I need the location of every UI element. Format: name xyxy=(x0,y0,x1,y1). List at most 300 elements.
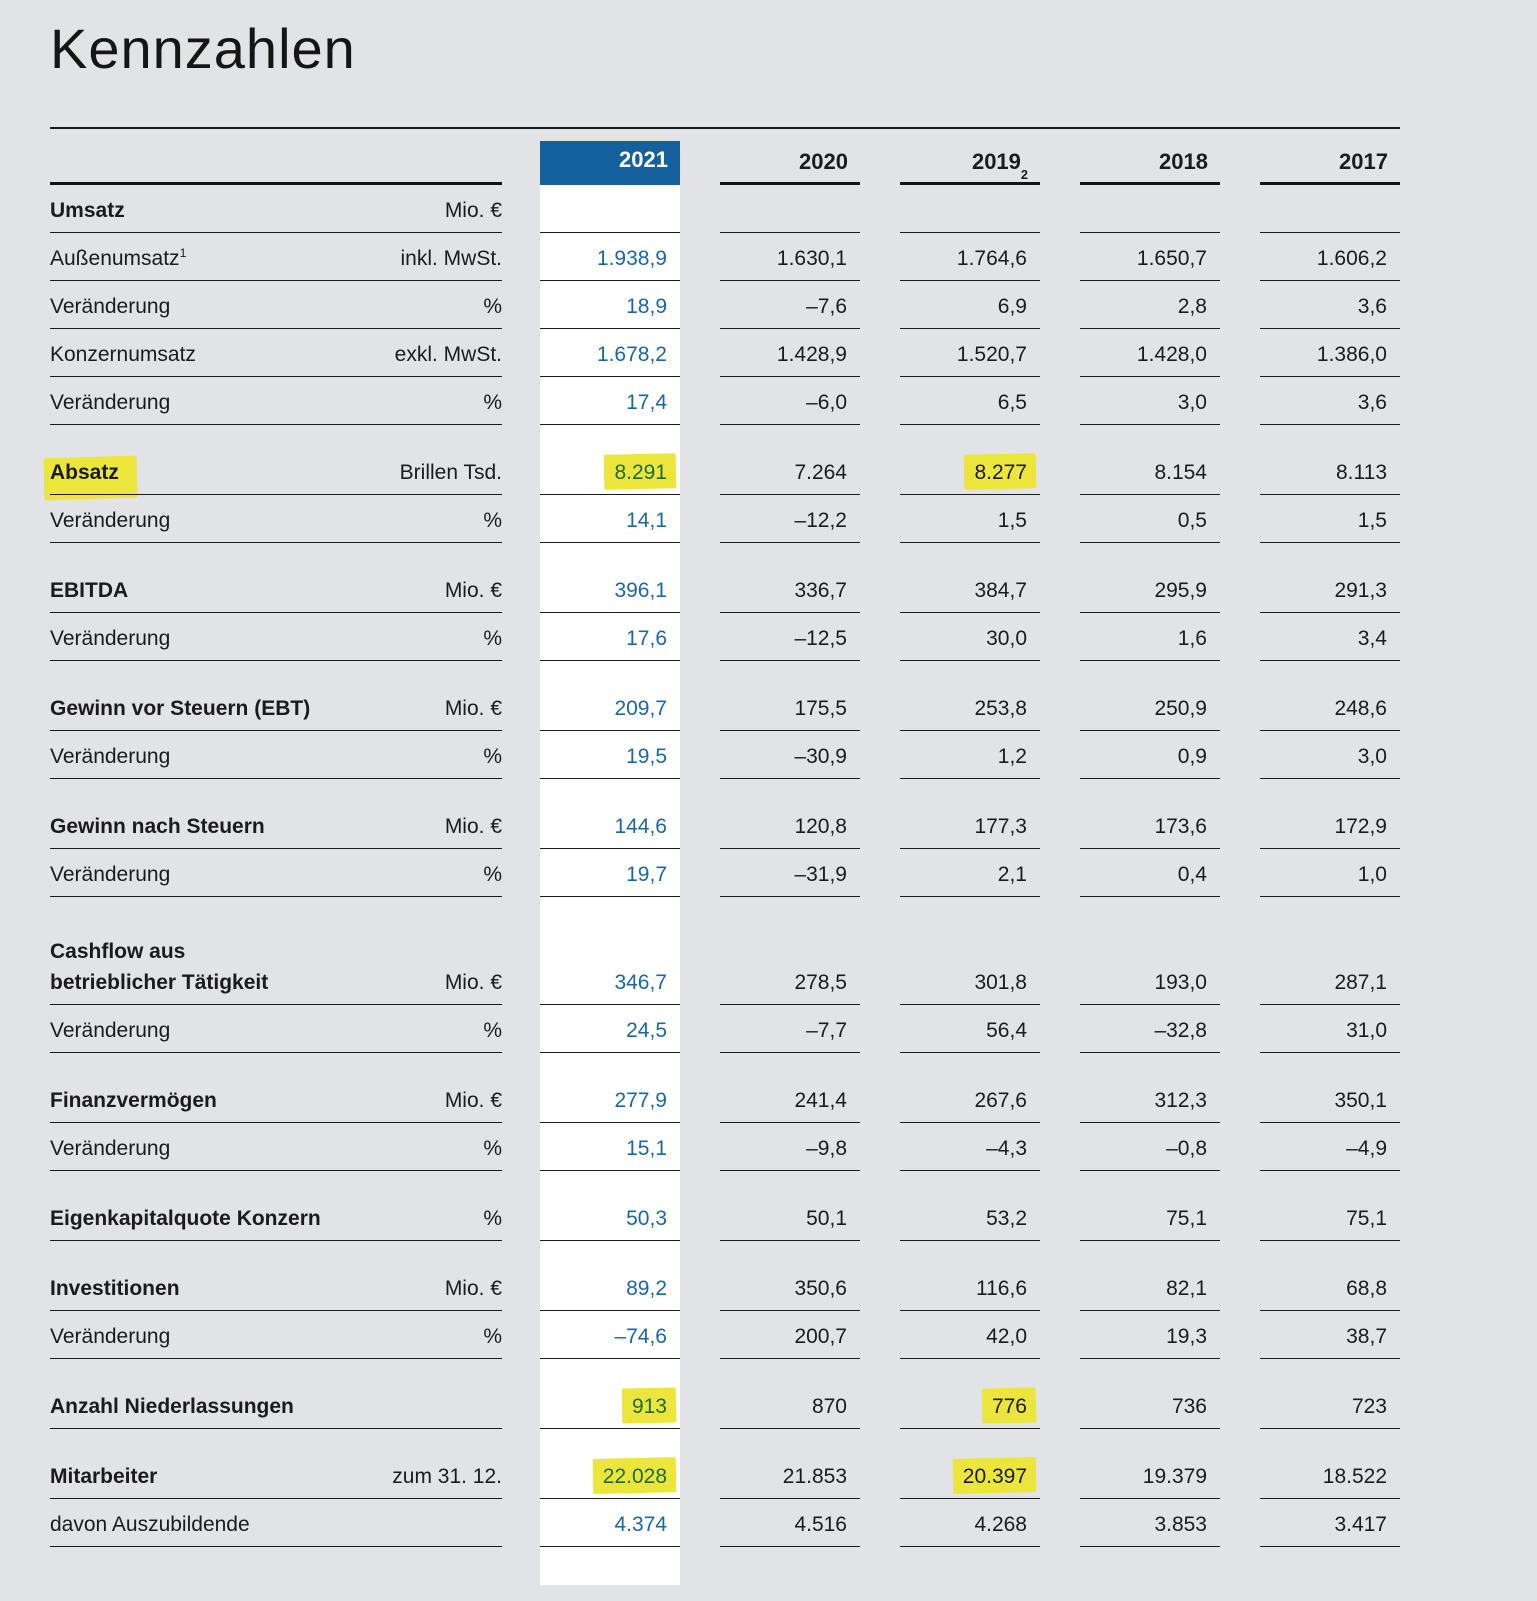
value-2019 xyxy=(900,613,1040,661)
cell-value: 870 xyxy=(811,1395,847,1418)
cell-value: 75,1 xyxy=(1346,1207,1387,1230)
cell-value: 53,2 xyxy=(986,1207,1027,1230)
cell-value: 8.291 xyxy=(614,461,667,484)
row-label-cell xyxy=(50,377,502,425)
cell-value: 4.374 xyxy=(614,1513,667,1536)
value-2018 xyxy=(1080,849,1220,897)
value-2018 xyxy=(1080,919,1220,1005)
cell-value: 1.520,7 xyxy=(956,343,1027,366)
value-2021 xyxy=(540,1193,680,1241)
column-gap xyxy=(860,1381,900,1429)
value-2017 xyxy=(1260,495,1400,543)
value-2018 xyxy=(1080,447,1220,495)
column-gap xyxy=(860,919,900,1005)
cell-value: 3,0 xyxy=(1357,745,1387,768)
cell-value: 291,3 xyxy=(1334,579,1387,602)
value-2021 xyxy=(540,1263,680,1311)
row-label-cell xyxy=(50,1005,502,1053)
cell-value: 3,6 xyxy=(1357,295,1387,318)
value-2021 xyxy=(540,919,680,1005)
value-2017 xyxy=(1260,233,1400,281)
column-gap xyxy=(502,683,540,731)
table-row xyxy=(50,683,1400,731)
cell-value: 15,1 xyxy=(626,1137,667,1160)
column-gap xyxy=(502,1193,540,1241)
cell-value: 18.522 xyxy=(1322,1465,1387,1488)
cell-value: 312,3 xyxy=(1154,1089,1207,1112)
column-gap xyxy=(1220,801,1260,849)
value-2020 xyxy=(720,1075,860,1123)
row-label: Absatz xyxy=(50,461,119,484)
section-gap xyxy=(50,1359,1400,1381)
value-2021 xyxy=(540,683,680,731)
value-2020 xyxy=(720,1381,860,1429)
cell-value: 75,1 xyxy=(1166,1207,1207,1230)
cell-value: –30,9 xyxy=(794,745,847,768)
row-label-cell xyxy=(50,1263,502,1311)
column-gap xyxy=(1040,377,1080,425)
cell-value: 3.853 xyxy=(1154,1513,1207,1536)
section-gap xyxy=(50,1171,1400,1193)
value-2021 xyxy=(540,1123,680,1171)
row-label-cell xyxy=(50,801,502,849)
row-label: Finanzvermögen xyxy=(50,1089,217,1112)
value-2017 xyxy=(1260,1075,1400,1123)
column-gap xyxy=(502,1381,540,1429)
table-row xyxy=(50,849,1400,897)
column-gap xyxy=(860,447,900,495)
cell-value: 173,6 xyxy=(1154,815,1207,838)
row-unit: Mio. € xyxy=(444,971,502,994)
cell-value: 82,1 xyxy=(1166,1277,1207,1300)
value-2017 xyxy=(1260,1193,1400,1241)
value-2019 xyxy=(900,683,1040,731)
table-row xyxy=(50,613,1400,661)
column-gap xyxy=(1220,1005,1260,1053)
column-gap xyxy=(680,1123,720,1171)
row-unit: % xyxy=(483,509,502,532)
cell-value: 1,5 xyxy=(997,509,1027,532)
cell-value: 2,8 xyxy=(1177,295,1207,318)
cell-value: 8.277 xyxy=(974,461,1027,484)
cell-value: –0,8 xyxy=(1166,1137,1207,1160)
value-2018 xyxy=(1080,1075,1220,1123)
cell-value: 267,6 xyxy=(974,1089,1027,1112)
row-label-cell xyxy=(50,185,502,233)
column-gap xyxy=(1040,233,1080,281)
column-gap xyxy=(680,233,720,281)
cell-value: 1.678,2 xyxy=(596,343,667,366)
row-label-cell xyxy=(50,1123,502,1171)
column-gap xyxy=(680,185,720,233)
table-row xyxy=(50,1499,1400,1547)
row-unit: zum 31. 12. xyxy=(392,1465,502,1488)
cell-value: –74,6 xyxy=(614,1325,667,1348)
value-2017 xyxy=(1260,377,1400,425)
value-2018 xyxy=(1080,613,1220,661)
row-label: Veränderung xyxy=(50,509,171,532)
column-gap xyxy=(502,919,540,1005)
column-header-2021 xyxy=(540,141,680,185)
column-gap xyxy=(1220,613,1260,661)
table-rows xyxy=(50,185,1400,1547)
cell-value: 1,2 xyxy=(997,745,1027,768)
row-label: Veränderung xyxy=(50,1325,171,1348)
column-gap xyxy=(1040,683,1080,731)
value-2017 xyxy=(1260,565,1400,613)
row-label-cell xyxy=(50,329,502,377)
row-unit: % xyxy=(483,1207,502,1230)
section-gap xyxy=(50,661,1400,683)
value-2018 xyxy=(1080,377,1220,425)
cell-value: 19,3 xyxy=(1166,1325,1207,1348)
row-unit: % xyxy=(483,1137,502,1160)
cell-value: 0,9 xyxy=(1177,745,1207,768)
row-unit: inkl. MwSt. xyxy=(400,247,502,270)
cell-value: 1,6 xyxy=(1177,627,1207,650)
column-gap xyxy=(1040,1075,1080,1123)
cell-value: 7.264 xyxy=(794,461,847,484)
cell-value: 1.428,9 xyxy=(776,343,847,366)
value-2019 xyxy=(900,1123,1040,1171)
cell-value: 723 xyxy=(1351,1395,1387,1418)
table-row xyxy=(50,1123,1400,1171)
value-2017 xyxy=(1260,1311,1400,1359)
column-gap xyxy=(1220,495,1260,543)
column-header-2018-label: 2018 xyxy=(1159,149,1208,174)
column-gap xyxy=(502,1499,540,1547)
column-gap xyxy=(680,1075,720,1123)
column-gap xyxy=(502,329,540,377)
column-gap xyxy=(1040,1123,1080,1171)
value-2018 xyxy=(1080,185,1220,233)
value-2019 xyxy=(900,731,1040,779)
value-2017 xyxy=(1260,1263,1400,1311)
column-gap xyxy=(860,1263,900,1311)
table-row xyxy=(50,233,1400,281)
column-gap xyxy=(502,281,540,329)
value-2018 xyxy=(1080,565,1220,613)
value-2017 xyxy=(1260,849,1400,897)
column-header-2017 xyxy=(1260,129,1400,185)
value-2020 xyxy=(720,1193,860,1241)
row-unit: % xyxy=(483,295,502,318)
table-row xyxy=(50,1075,1400,1123)
column-gap xyxy=(680,1193,720,1241)
value-2018 xyxy=(1080,1263,1220,1311)
cell-value: 1.606,2 xyxy=(1316,247,1387,270)
value-2019 xyxy=(900,447,1040,495)
cell-value: 253,8 xyxy=(974,697,1027,720)
row-label-cell xyxy=(50,731,502,779)
value-2019 xyxy=(900,1005,1040,1053)
value-2018 xyxy=(1080,1005,1220,1053)
row-unit: Mio. € xyxy=(444,579,502,602)
column-gap xyxy=(1040,731,1080,779)
row-label-cell xyxy=(50,1075,502,1123)
row-label: Veränderung xyxy=(50,295,171,318)
cell-value: 278,5 xyxy=(794,971,847,994)
row-label: Umsatz xyxy=(50,199,125,222)
cell-value: 384,7 xyxy=(974,579,1027,602)
column-gap xyxy=(1220,1075,1260,1123)
column-gap xyxy=(1040,495,1080,543)
table-row xyxy=(50,281,1400,329)
value-2021 xyxy=(540,801,680,849)
value-2021 xyxy=(540,1451,680,1499)
cell-value: 1,5 xyxy=(1357,509,1387,532)
cell-value: 1.938,9 xyxy=(596,247,667,270)
row-unit: Mio. € xyxy=(444,697,502,720)
column-gap xyxy=(1220,447,1260,495)
value-2017 xyxy=(1260,919,1400,1005)
value-2020 xyxy=(720,613,860,661)
value-2021 xyxy=(540,613,680,661)
value-2018 xyxy=(1080,1451,1220,1499)
cell-value: 31,0 xyxy=(1346,1019,1387,1042)
cell-value: 200,7 xyxy=(794,1325,847,1348)
section-gap xyxy=(50,543,1400,565)
row-unit: Brillen Tsd. xyxy=(399,461,502,484)
row-label-cell xyxy=(50,1451,502,1499)
cell-value: 56,4 xyxy=(986,1019,1027,1042)
value-2020 xyxy=(720,185,860,233)
cell-value: 913 xyxy=(631,1395,667,1418)
value-2017 xyxy=(1260,281,1400,329)
value-2018 xyxy=(1080,495,1220,543)
column-header-2019: 2019 2 xyxy=(900,129,1040,185)
value-2020 xyxy=(720,377,860,425)
table-row xyxy=(50,1381,1400,1429)
column-header-2019-label: 2019 xyxy=(971,149,1021,174)
column-gap xyxy=(680,683,720,731)
cell-value: 776 xyxy=(991,1395,1027,1418)
row-label: Investitionen xyxy=(50,1277,180,1300)
cell-value: 175,5 xyxy=(794,697,847,720)
cell-value: 177,3 xyxy=(974,815,1027,838)
column-gap xyxy=(502,801,540,849)
value-2020 xyxy=(720,1123,860,1171)
value-2021 xyxy=(540,1311,680,1359)
value-2020 xyxy=(720,447,860,495)
column-gap xyxy=(1220,281,1260,329)
column-gap xyxy=(680,1263,720,1311)
key-figures-table xyxy=(50,127,1400,1585)
table-row xyxy=(50,185,1400,233)
value-2017 xyxy=(1260,683,1400,731)
row-label-cell xyxy=(50,683,502,731)
column-gap xyxy=(1040,281,1080,329)
value-2021 xyxy=(540,1075,680,1123)
column-gap xyxy=(860,185,900,233)
value-2021 xyxy=(540,447,680,495)
section-gap xyxy=(50,425,1400,447)
cell-value: 3.417 xyxy=(1334,1513,1387,1536)
cell-value: –32,8 xyxy=(1154,1019,1207,1042)
cell-value: 2,1 xyxy=(997,863,1027,886)
value-2019 xyxy=(900,565,1040,613)
column-gap xyxy=(860,1005,900,1053)
table-row xyxy=(50,447,1400,495)
cell-value: 287,1 xyxy=(1334,971,1387,994)
column-gap xyxy=(1040,565,1080,613)
value-2020 xyxy=(720,1499,860,1547)
cell-value: 346,7 xyxy=(614,971,667,994)
column-gap xyxy=(1220,849,1260,897)
value-2019 xyxy=(900,801,1040,849)
row-label-cell xyxy=(50,495,502,543)
value-2019 xyxy=(900,1193,1040,1241)
cell-value: 14,1 xyxy=(626,509,667,532)
table-row xyxy=(50,495,1400,543)
value-2020 xyxy=(720,849,860,897)
row-unit: Mio. € xyxy=(444,815,502,838)
column-gap xyxy=(860,731,900,779)
value-2017 xyxy=(1260,1005,1400,1053)
column-gap xyxy=(860,377,900,425)
cell-value: –12,5 xyxy=(794,627,847,650)
row-label-cell xyxy=(50,1499,502,1547)
column-header-2017-label: 2017 xyxy=(1339,149,1388,174)
column-gap xyxy=(860,613,900,661)
cell-value: 241,4 xyxy=(794,1089,847,1112)
row-label-cell: Cashflow aus betrieblicher Tätigkeit Mio. € xyxy=(50,919,502,1005)
cell-value: 4.268 xyxy=(974,1513,1027,1536)
value-2021 xyxy=(540,1499,680,1547)
row-unit: % xyxy=(483,391,502,414)
value-2020 xyxy=(720,1311,860,1359)
value-2017 xyxy=(1260,447,1400,495)
cell-value: 301,8 xyxy=(974,971,1027,994)
table-row xyxy=(50,801,1400,849)
row-unit: % xyxy=(483,627,502,650)
column-gap xyxy=(680,1381,720,1429)
cell-value: 209,7 xyxy=(614,697,667,720)
value-2020 xyxy=(720,731,860,779)
cell-value: 120,8 xyxy=(794,815,847,838)
column-gap xyxy=(502,447,540,495)
table-row xyxy=(50,377,1400,425)
value-2020 xyxy=(720,1005,860,1053)
column-header-2020 xyxy=(720,129,860,185)
cell-value: 1.630,1 xyxy=(776,247,847,270)
table-header xyxy=(50,129,1400,185)
row-label: Veränderung xyxy=(50,391,171,414)
value-2018 xyxy=(1080,1311,1220,1359)
cell-value: –6,0 xyxy=(806,391,847,414)
column-gap xyxy=(680,1311,720,1359)
cell-value: 250,9 xyxy=(1154,697,1207,720)
value-2018 xyxy=(1080,281,1220,329)
value-2018 xyxy=(1080,1123,1220,1171)
column-gap xyxy=(860,801,900,849)
row-label: Mitarbeiter xyxy=(50,1465,158,1488)
column-gap xyxy=(860,565,900,613)
cell-value: 19,7 xyxy=(626,863,667,886)
cell-value: 116,6 xyxy=(976,1277,1027,1300)
value-2020 xyxy=(720,919,860,1005)
table-row xyxy=(50,1311,1400,1359)
column-gap xyxy=(860,683,900,731)
column-gap xyxy=(1040,1193,1080,1241)
row-unit: exkl. MwSt. xyxy=(394,343,502,366)
cell-value: 30,0 xyxy=(986,627,1027,650)
column-gap xyxy=(680,1451,720,1499)
column-gap xyxy=(860,233,900,281)
cell-value: –7,6 xyxy=(806,295,847,318)
value-2019 xyxy=(900,1451,1040,1499)
value-2017 xyxy=(1260,731,1400,779)
cell-value: 8.154 xyxy=(1154,461,1207,484)
column-gap xyxy=(1220,1311,1260,1359)
table-row xyxy=(50,565,1400,613)
row-label: Veränderung xyxy=(50,745,171,768)
column-gap xyxy=(860,1451,900,1499)
cell-value: 19,5 xyxy=(626,745,667,768)
table-row xyxy=(50,919,1400,1005)
cell-value: 24,5 xyxy=(626,1019,667,1042)
cell-value: 42,0 xyxy=(986,1325,1027,1348)
value-2018 xyxy=(1080,233,1220,281)
value-2019 xyxy=(900,377,1040,425)
cell-value: 1.764,6 xyxy=(956,247,1027,270)
cell-value: 8.113 xyxy=(1336,461,1387,484)
value-2021 xyxy=(540,281,680,329)
row-label-cell xyxy=(50,447,502,495)
row-label-cell xyxy=(50,1311,502,1359)
section-gap xyxy=(50,1429,1400,1451)
value-2017 xyxy=(1260,1123,1400,1171)
column-gap xyxy=(1040,613,1080,661)
row-label-cell xyxy=(50,613,502,661)
value-2017 xyxy=(1260,801,1400,849)
column-gap xyxy=(502,1005,540,1053)
row-unit: % xyxy=(483,745,502,768)
column-gap xyxy=(1220,1381,1260,1429)
row-label: Veränderung xyxy=(50,627,171,650)
row-unit: % xyxy=(483,1325,502,1348)
value-2021 xyxy=(540,849,680,897)
column-gap xyxy=(1220,919,1260,1005)
column-gap xyxy=(1040,801,1080,849)
column-gap xyxy=(1220,1123,1260,1171)
section-gap xyxy=(50,1053,1400,1075)
cell-value: 4.516 xyxy=(794,1513,847,1536)
cell-value: 21.853 xyxy=(782,1465,847,1488)
cell-value: 350,1 xyxy=(1334,1089,1387,1112)
value-2018 xyxy=(1080,683,1220,731)
value-2021 xyxy=(540,233,680,281)
cell-value: 38,7 xyxy=(1346,1325,1387,1348)
value-2020 xyxy=(720,1451,860,1499)
cell-value: –7,7 xyxy=(806,1019,847,1042)
value-2020 xyxy=(720,281,860,329)
row-label-cell xyxy=(50,565,502,613)
cell-value: 144,6 xyxy=(614,815,667,838)
row-unit: % xyxy=(483,1019,502,1042)
value-2017 xyxy=(1260,1381,1400,1429)
table-row xyxy=(50,1005,1400,1053)
cell-value: 50,3 xyxy=(626,1207,667,1230)
cell-value: 277,9 xyxy=(614,1089,667,1112)
value-2020 xyxy=(720,329,860,377)
value-2020 xyxy=(720,1263,860,1311)
cell-value: 68,8 xyxy=(1346,1277,1387,1300)
cell-value: 295,9 xyxy=(1154,579,1207,602)
value-2017 xyxy=(1260,1451,1400,1499)
section-gap xyxy=(50,897,1400,919)
cell-value: 3,0 xyxy=(1177,391,1207,414)
